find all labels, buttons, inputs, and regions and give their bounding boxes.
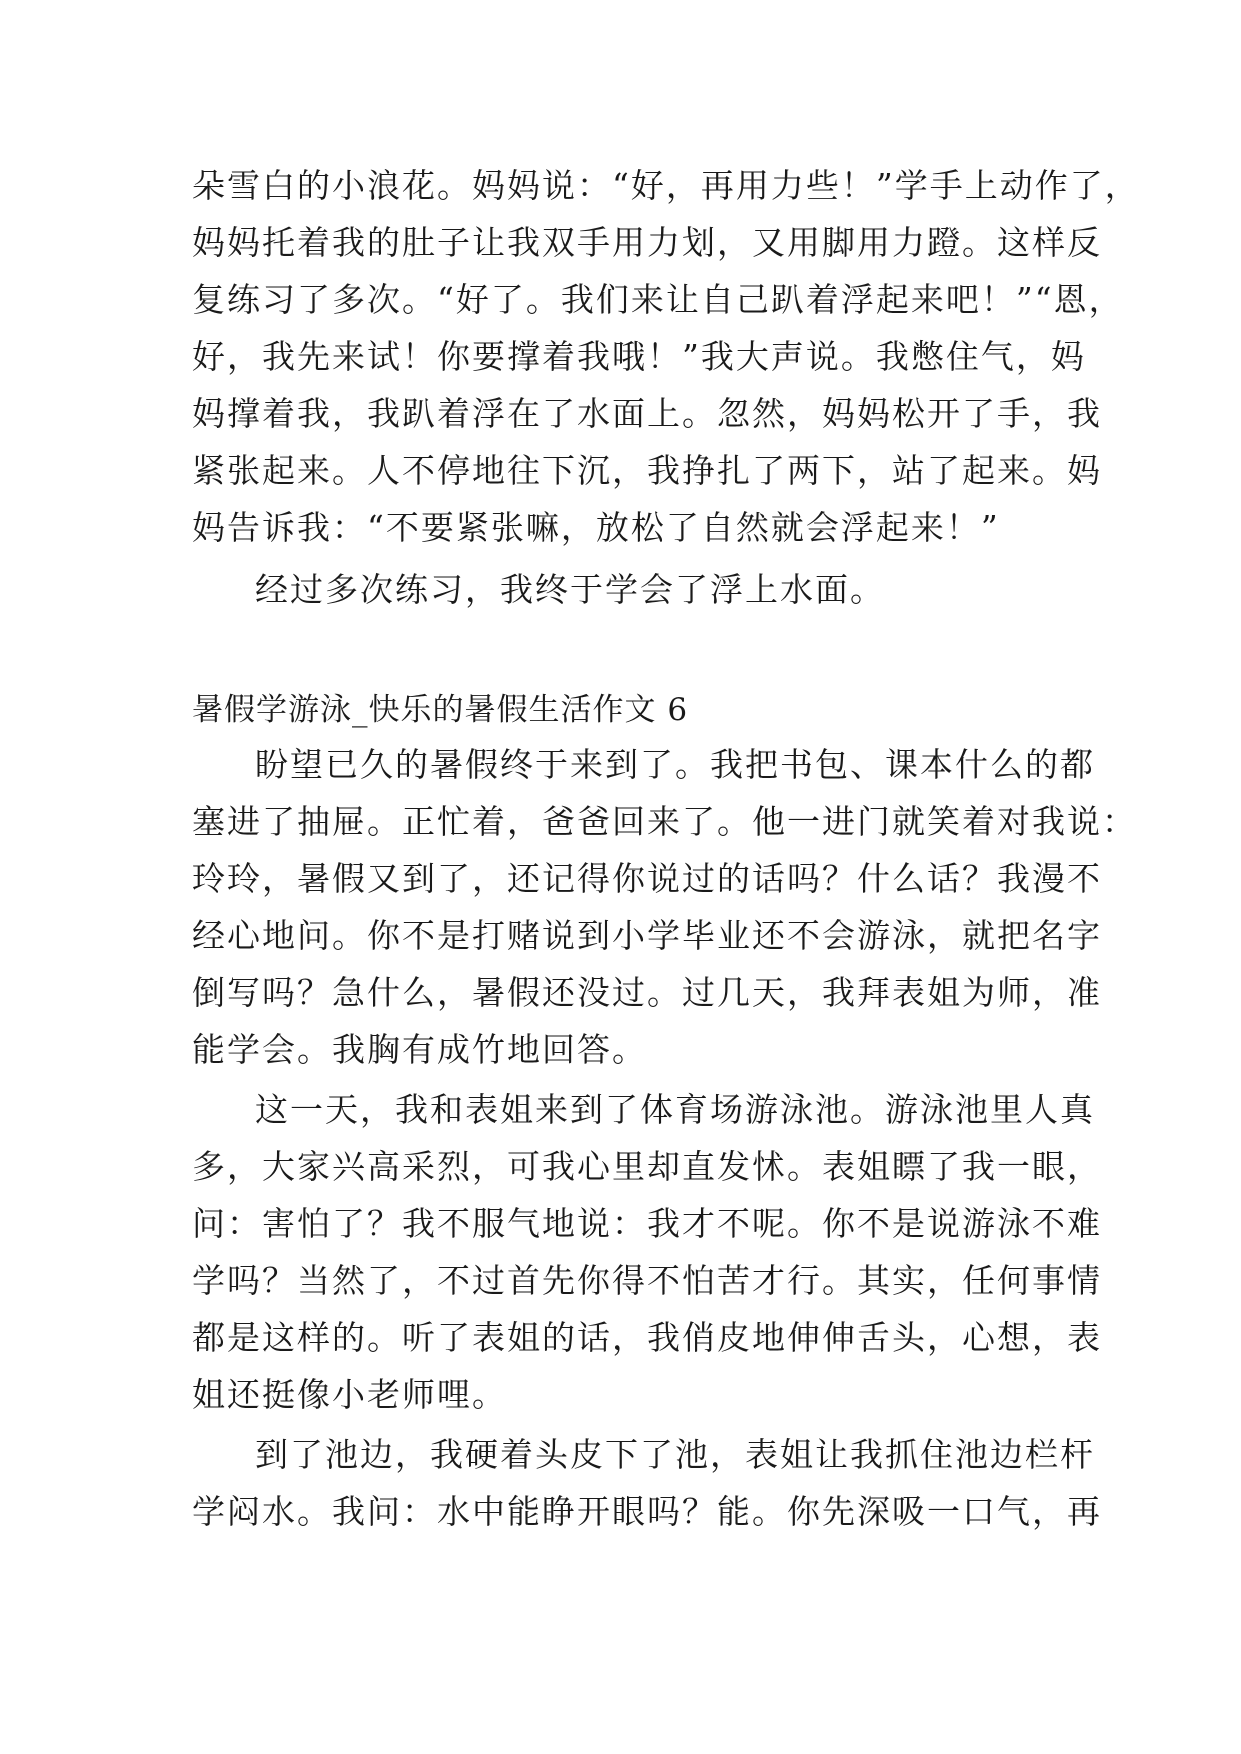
paragraph-line: 学闷水。我问：水中能睁开眼吗？能。你先深吸一口气，再 bbox=[192, 1492, 1102, 1531]
paragraph-line: 妈告诉我：“不要紧张嘛，放松了自然就会浮起来！” bbox=[192, 508, 1000, 547]
paragraph-line: 能学会。我胸有成竹地回答。 bbox=[192, 1030, 647, 1069]
paragraph-line: 经过多次练习，我终于学会了浮上水面。 bbox=[255, 570, 885, 609]
paragraph-line: 玲玲，暑假又到了，还记得你说过的话吗？什么话？我漫不 bbox=[192, 859, 1102, 898]
paragraph-line: 倒写吗？急什么，暑假还没过。过几天，我拜表姐为师，准 bbox=[192, 973, 1102, 1012]
paragraph-line: 盼望已久的暑假终于来到了。我把书包、课本什么的都 bbox=[255, 745, 1095, 784]
paragraph-line: 朵雪白的小浪花。妈妈说：“好，再用力些！”学手上动作了， bbox=[192, 166, 1140, 205]
paragraph-line: 妈妈托着我的肚子让我双手用力划，又用脚用力蹬。这样反 bbox=[192, 223, 1102, 262]
paragraph-line: 紧张起来。人不停地往下沉，我挣扎了两下，站了起来。妈 bbox=[192, 451, 1102, 490]
paragraph-line: 复练习了多次。“好了。我们来让自己趴着浮起来吧！”“恩， bbox=[192, 280, 1124, 319]
paragraph-line: 这一天，我和表姐来到了体育场游泳池。游泳池里人真 bbox=[255, 1090, 1095, 1129]
paragraph-line: 经心地问。你不是打赌说到小学毕业还不会游泳，就把名字 bbox=[192, 916, 1102, 955]
section-title: 暑假学游泳_快乐的暑假生活作文 6 bbox=[192, 692, 689, 728]
paragraph-line: 妈撑着我，我趴着浮在了水面上。忽然，妈妈松开了手，我 bbox=[192, 394, 1102, 433]
paragraph-line: 问：害怕了？我不服气地说：我才不呢。你不是说游泳不难 bbox=[192, 1204, 1102, 1243]
paragraph-line: 学吗？当然了，不过首先你得不怕苦才行。其实，任何事情 bbox=[192, 1261, 1102, 1300]
paragraph-line: 多，大家兴高采烈，可我心里却直发怵。表姐瞟了我一眼， bbox=[192, 1147, 1102, 1186]
paragraph-line: 好，我先来试！你要撑着我哦！”我大声说。我憋住气，妈 bbox=[192, 337, 1086, 376]
paragraph-line: 到了池边，我硬着头皮下了池，表姐让我抓住池边栏杆 bbox=[255, 1435, 1095, 1474]
paragraph-line: 塞进了抽屉。正忙着，爸爸回来了。他一进门就笑着对我说： bbox=[192, 802, 1137, 841]
paragraph-line: 都是这样的。听了表姐的话，我俏皮地伸伸舌头，心想，表 bbox=[192, 1318, 1102, 1357]
paragraph-line: 姐还挺像小老师哩。 bbox=[192, 1375, 507, 1414]
